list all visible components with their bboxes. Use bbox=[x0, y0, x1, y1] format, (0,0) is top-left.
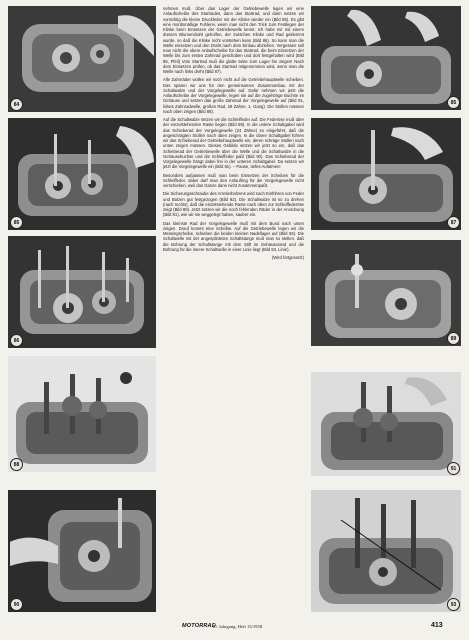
figure-number-badge: 89 bbox=[447, 332, 460, 345]
start-gear-image bbox=[311, 6, 461, 110]
shaft-rotation-image bbox=[311, 118, 461, 230]
paragraph: Die Sicherungsschraube des Arretierbolzens wird nach Einführen von Feder und Bolzen gut festgezogen (Bild 92). Die Schaltwalze ist so zu drehen (nach rechts), daß die einzelstehende Raste nach oben zur Schleiffederöse zeigt (Bild 89). Jetzt setzen wir die noch fehlenden Räder in der Anordnung (Bild 81), wie wir sie weggelegt haben, sauber ein. bbox=[163, 191, 304, 218]
paragraph: Das kleinste Rad der Vorgelegewelle muß mit dem Bund nach unten zeigen. Drauf kommt eine Scheibe. Auf die Getriebewelle legen wir die Messingscheibe, schieben die beiden kleinen Nadellager auf (Bild 93). Die Schaltwelle mit der angesplinteten Schaltstange muß man so stellen, daß die Bohrung der Schaltstange mit dem Stift im Gehäuserand und die Bohrung für die innere Schaltwelle in einer Linie liegt (Bild 93, Linie). bbox=[163, 220, 304, 252]
figure-number-badge: 85 bbox=[10, 216, 23, 229]
shift-drum-image bbox=[8, 356, 156, 472]
paragraph: Alle Zahnräder wollen wir noch nicht auf die Getriebehauptwelle schieben. Das sparen wir uns für den gemeinsamen Zusammenbau mit der Schaltwalze und der Vorgelegewelle auf. Dafür nehmen wir jetzt die Anlaufscheibe der Vorgelegewelle, legen sie auf die zugehörige Buchse im Gehäuse und setzen das große Zahnrad der Vorgelegewelle auf (Bild 81, linkes Zahnradwelle, großes Rad, 28 Zähne, 1. Gang). Die Stollen müssen nach oben zeigen (Bild 88). bbox=[163, 77, 304, 114]
locking-bolt-image bbox=[8, 490, 156, 612]
needle-bearing-image bbox=[311, 490, 461, 612]
gear-assembly-image bbox=[8, 236, 156, 348]
figure-number-badge: 91 bbox=[447, 462, 460, 475]
figure-number-badge: 84 bbox=[10, 98, 23, 111]
photo-93 bbox=[311, 490, 461, 612]
figure-number-badge: 93 bbox=[447, 598, 460, 611]
paragraph: Auf die Schaltwalze setzen wir die Schleiffeder auf. Die Federöse muß über der einzelstehenden Raste liegen (Bild 89). In die untere Schaltgabel wird das Schieberad der Vorgelegewelle (24 Zähne) so eingeführt, daß die angeschrägten Stollen nach oben zeigen. In die obere Schaltgabel führen wir das Schieberad der Getriebehauptwelle ein, deren schräge Stollen nach unten zeigen müssen. Dieses Gebilde setzen wir jetzt so ein, daß das Schieberad der Getriebewelle über die Welle und die Schaltwalze in die Gehäusebuchse und die Schleiffeder paßt (Bild 90). Das Schieberad der Vorgelegewelle hängt dabei frei in der unteren Schaltgabel. Da setzen wir jetzt die Vorgelegewelle ein (Bild 91). – Pause, tiefes Aufatmen! bbox=[163, 117, 304, 170]
paragraph: nehmen muß. Über das Lager der Getriebewelle legen wir eine Anlaufscheibe des Startrades, dann das Startrad, und dann setzen wir vorsichtig die kleine Druckfeder mit der Klinke wieder ein (Bild 85). Es gibt eine mordsmäßige Fuhlerei, wenn man nicht den Trick zum Festlegen der Klinke beim Einsetzen der Getriebewelle kennt. Ich habe mir mit einem dünnen Blumendraht geholfen, der zwischen Klinke und Rad geklemmt wurde, so daß die Klinke nicht vorstehen kann (Bild 86). So kann man die Welle einsetzen und den Draht nach dem Einbau abziehen. Vergessen soll man nicht die obere Anlaufscheibe für das Startrad, die beim Einsetzen der Welle bis zum ersten Zahnrad geschoben und dort festgehalten wird (Bild 85, Pfeil) Vom Startrad muß die glatte Seite zum Lager hin zeigen! Nach dem Einsetzen prüfen, ob das Startrad mitgenommen wird, wenn man die Welle nach links dreht (Bild 87). bbox=[163, 6, 304, 74]
photo-84 bbox=[8, 6, 156, 112]
photo-89 bbox=[311, 240, 461, 346]
gearbox-housing-image bbox=[8, 6, 156, 112]
page-number: 413 bbox=[431, 622, 443, 629]
magazine-logo: MOTORRAD bbox=[182, 623, 216, 629]
photo-85 bbox=[311, 6, 461, 110]
issue-info: 10. Jahrgang, Heft 13/1958 bbox=[212, 624, 263, 629]
figure-number-badge: 87 bbox=[447, 216, 460, 229]
shaft-installation-image bbox=[8, 118, 156, 230]
continuation-note: (Wird fortgesetzt) bbox=[271, 255, 304, 260]
photo-91 bbox=[311, 372, 461, 476]
photo-87 bbox=[311, 118, 461, 230]
paragraph: Besonders aufpassen muß man beim Einsetzen der Scheiben für die Schleiffeder, dabei darf man den Anlaufring für die Vorgelegewelle nicht verschieben, weil das Ganze dann nicht zusammenpaßt. bbox=[163, 172, 304, 188]
figure-number-badge: 88 bbox=[10, 458, 23, 471]
spring-detent-image bbox=[311, 240, 461, 346]
photo-88 bbox=[8, 236, 156, 348]
figure-number-badge: 90 bbox=[10, 598, 23, 611]
photo-92 bbox=[8, 490, 156, 612]
photo-90 bbox=[8, 356, 156, 472]
countershaft-image bbox=[311, 372, 461, 476]
article-body bbox=[163, 6, 304, 612]
photo-86 bbox=[8, 118, 156, 230]
page-footer bbox=[0, 622, 469, 636]
figure-number-badge: 86 bbox=[10, 334, 23, 347]
figure-number-badge: 85 bbox=[447, 96, 460, 109]
